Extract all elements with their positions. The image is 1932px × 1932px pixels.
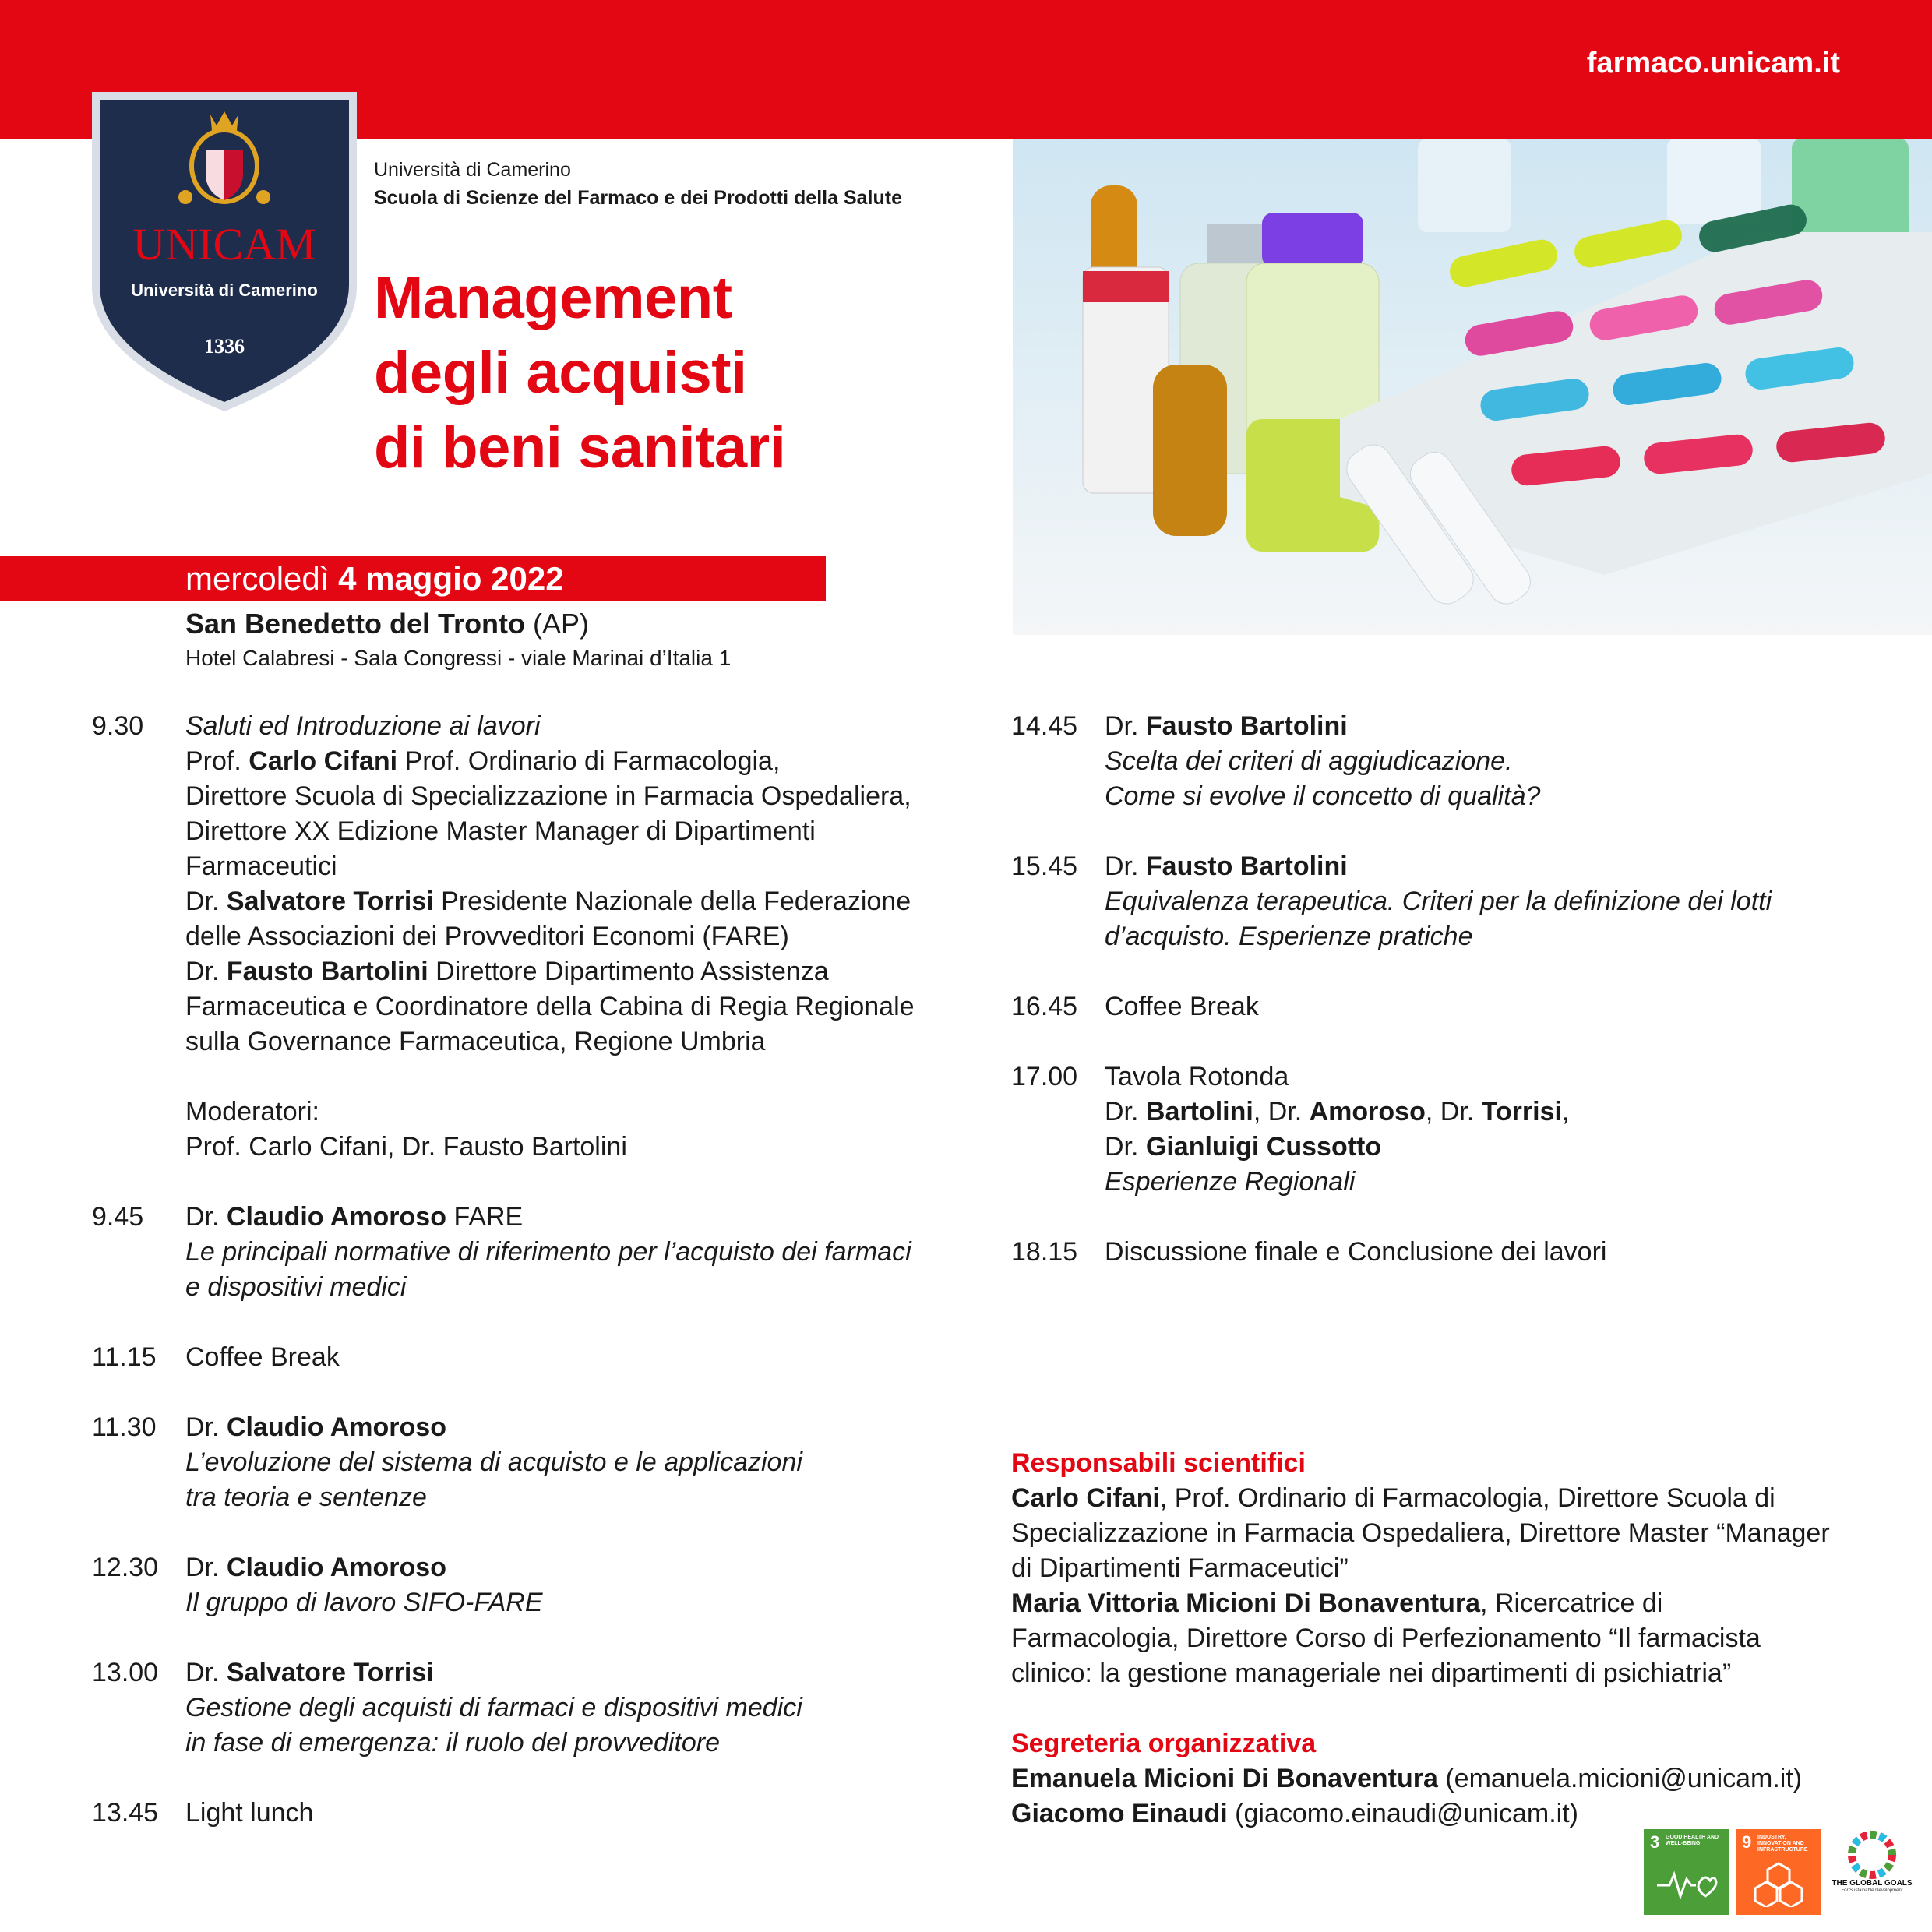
program-item-930 — [92, 709, 988, 1165]
speaker-name: Claudio Amoroso — [226, 1202, 446, 1232]
program-topic: e dispositivi medici — [185, 1272, 407, 1302]
speaker-role: Farmaceutici — [185, 851, 337, 881]
speaker-line: Dr. Claudio Amoroso — [185, 1553, 446, 1582]
program-topic: Le principali normative di riferimento per l’acquisto dei farmaci — [185, 1237, 911, 1267]
program-item-1445 — [1011, 709, 1907, 814]
event-title — [374, 261, 785, 485]
program-time: 11.30 — [92, 1412, 157, 1442]
program-topic: d’acquisto. Esperienze pratiche — [1105, 922, 1473, 951]
program-item-1345 — [92, 1796, 988, 1831]
speaker-name: Fausto Bartolini — [1145, 851, 1348, 881]
speaker-role: delle Associazioni dei Provveditori Economi (FARE) — [185, 922, 789, 951]
title-line-1: Management — [374, 265, 732, 331]
program-item-1130 — [92, 1410, 988, 1515]
credit-name: Carlo Cifani — [1011, 1483, 1160, 1513]
program-column-right — [1011, 709, 1907, 1305]
title-line-2: degli acquisti — [374, 340, 747, 406]
contact-email[interactable]: (giacomo.einaudi@unicam.it) — [1227, 1799, 1578, 1828]
program-time: 15.45 — [1011, 851, 1078, 881]
pharmaceuticals-photo — [1013, 139, 1932, 635]
speaker-role: sulla Governance Farmaceutica, Regione Umbria — [185, 1027, 766, 1056]
round-table-label: Tavola Rotonda — [1105, 1062, 1289, 1091]
logo-year: 1336 — [204, 335, 245, 358]
speaker-line: Prof. Carlo Cifani Prof. Ordinario di Farmacologia, — [185, 746, 781, 776]
credit-name: Emanuela Micioni Di Bonaventura — [1011, 1764, 1438, 1793]
program-time: 18.15 — [1011, 1237, 1078, 1267]
speaker-role: Farmaceutica e Coordinatore della Cabina di Regia Regionale — [185, 992, 915, 1021]
program-time: 9.30 — [92, 711, 144, 741]
speaker-name: Carlo Cifani — [249, 746, 398, 776]
organizing-secretariat-heading: Segreteria organizzativa — [1011, 1729, 1317, 1758]
speaker-line: Dr. Salvatore Torrisi — [185, 1658, 434, 1687]
venue-address: Hotel Calabresi - Sala Congressi - viale Marinai d’Italia 1 — [185, 646, 732, 670]
speaker-name: Gianluigi Cussotto — [1145, 1132, 1382, 1162]
program-item-1115 — [92, 1340, 988, 1375]
program-closing: Discussione finale e Conclusione dei lavori — [1105, 1237, 1607, 1267]
moderators-names: Prof. Carlo Cifani, Dr. Fausto Bartolini — [185, 1132, 627, 1162]
speaker-name: Salvatore Torrisi — [226, 1658, 434, 1687]
university-name: Università di Camerino — [374, 159, 571, 181]
round-table-speakers: Dr. Bartolini, Dr. Amoroso, Dr. Torrisi, — [1105, 1097, 1570, 1126]
program-topic: tra teoria e sentenze — [185, 1482, 427, 1512]
program-topic: in fase di emergenza: il ruolo del provveditore — [185, 1728, 721, 1757]
program-item-1545 — [1011, 849, 1907, 954]
program-time: 14.45 — [1011, 711, 1078, 741]
credit-name: Maria Vittoria Micioni Di Bonaventura — [1011, 1588, 1481, 1618]
program-item-1300 — [92, 1655, 988, 1761]
website-link[interactable]: farmaco.unicam.it — [1586, 47, 1840, 79]
program-topic: Equivalenza terapeutica. Criteri per la definizione dei lotti — [1105, 887, 1772, 916]
program-time: 17.00 — [1011, 1062, 1078, 1091]
program-topic: Come si evolve il concetto di qualità? — [1105, 781, 1541, 811]
program-topic: Esperienze Regionali — [1105, 1167, 1356, 1197]
program-break: Light lunch — [185, 1798, 314, 1828]
heartbeat-icon — [1655, 1860, 1718, 1907]
scientific-heads-heading: Responsabili scientifici — [1011, 1448, 1306, 1478]
cubes-icon — [1747, 1860, 1810, 1907]
program-topic: Saluti ed Introduzione ai lavori — [185, 711, 541, 741]
program-break: Coffee Break — [1105, 992, 1259, 1021]
credit-name: Giacomo Einaudi — [1011, 1799, 1228, 1828]
unicam-wordmark: UNICAM — [132, 219, 316, 270]
program-break: Coffee Break — [185, 1342, 340, 1372]
event-date — [185, 561, 564, 597]
program-item-1700 — [1011, 1059, 1907, 1200]
speaker-role: Direttore Scuola di Specializzazione in Farmacia Ospedaliera, — [185, 781, 911, 811]
speaker-name: Fausto Bartolini — [226, 957, 428, 986]
sdg9-badge: 9 INDUSTRY, INNOVATION AND INFRASTRUCTURE — [1736, 1829, 1821, 1915]
program-topic: L’evoluzione del sistema di acquisto e le applicazioni — [185, 1447, 802, 1477]
speaker-name: Fausto Bartolini — [1145, 711, 1348, 741]
program-time: 12.30 — [92, 1553, 159, 1582]
event-day: 4 maggio 2022 — [338, 560, 564, 597]
program-time: 16.45 — [1011, 992, 1078, 1021]
title-line-3: di beni sanitari — [374, 414, 786, 481]
event-weekday: mercoledì — [185, 560, 330, 597]
speaker-line: Dr. Claudio Amoroso — [185, 1412, 446, 1442]
speaker-line: Dr. Gianluigi Cussotto — [1105, 1132, 1382, 1162]
program-item-1815 — [1011, 1235, 1907, 1270]
speaker-line: Dr. Claudio Amoroso FARE — [185, 1202, 524, 1232]
speaker-name: Salvatore Torrisi — [226, 887, 434, 916]
program-item-1230 — [92, 1550, 988, 1620]
institution-block — [374, 156, 902, 212]
unicam-shield-icon — [92, 92, 357, 411]
venue-block — [185, 606, 731, 675]
school-name: Scuola di Scienze del Farmaco e dei Prodotti della Salute — [374, 187, 902, 209]
speaker-line: Dr. Fausto Bartolini — [1105, 711, 1348, 741]
moderators-label: Moderatori: — [185, 1097, 319, 1126]
program-time: 13.45 — [92, 1798, 159, 1828]
speaker-line: Dr. Fausto Bartolini Direttore Dipartimento Assistenza — [185, 957, 829, 986]
global-goals-logo: THE GLOBAL GOALS For Sustainable Development — [1829, 1831, 1915, 1915]
speaker-line: Dr. Fausto Bartolini — [1105, 851, 1348, 881]
speaker-line: Dr. Salvatore Torrisi Presidente Nazionale della Federazione — [185, 887, 911, 916]
program-item-1645 — [1011, 989, 1907, 1024]
credits-block: Responsabili scientifici Carlo Cifani, Prof. Ordinario di Farmacologia, Direttore Scuola di Specializzazione in Farmacia Ospedaliera, Direttore Master “Manager di Dipartimenti Farmaceutici” Maria Vittoria Micioni Di Bonaventura, Ricercatrice di Farmacologia, Direttore Corso di Perfezionamento “Il farmacista clinico: la gestione manageriale nei dipartimenti di psichiatria” Segreteria organizzativa Emanuela Micioni Di Bonaventura (emanuela.micioni@unicam.it) Giacomo Einaudi (giacomo.einaudi@unicam.it) — [1011, 1446, 1907, 1832]
speaker-name: Claudio Amoroso — [226, 1412, 446, 1442]
program-topic: Il gruppo di lavoro SIFO-FARE — [185, 1588, 543, 1617]
program-time: 13.00 — [92, 1658, 159, 1687]
program-topic: Gestione degli acquisti di farmaci e dispositivi medici — [185, 1693, 802, 1722]
venue-city-line — [185, 606, 731, 642]
logo-subtitle: Università di Camerino — [131, 280, 318, 300]
date-banner — [0, 556, 826, 601]
venue-province: (AP) — [533, 608, 590, 640]
program-time: 9.45 — [92, 1202, 144, 1232]
sdg-wheel-icon — [1848, 1831, 1896, 1879]
program-time: 11.15 — [92, 1342, 157, 1372]
program-topic: Scelta dei criteri di aggiudicazione. — [1105, 746, 1513, 776]
venue-city: San Benedetto del Tronto — [185, 608, 526, 640]
program-column-left — [92, 709, 988, 1866]
speaker-role: Direttore XX Edizione Master Manager di Dipartimenti — [185, 816, 816, 846]
contact-email[interactable]: (emanuela.micioni@unicam.it) — [1437, 1764, 1803, 1793]
sdg3-badge: 3 GOOD HEALTH AND WELL-BEING — [1644, 1829, 1729, 1915]
unicam-logo — [92, 92, 357, 411]
speaker-name: Claudio Amoroso — [226, 1553, 446, 1582]
program-item-945 — [92, 1200, 988, 1305]
